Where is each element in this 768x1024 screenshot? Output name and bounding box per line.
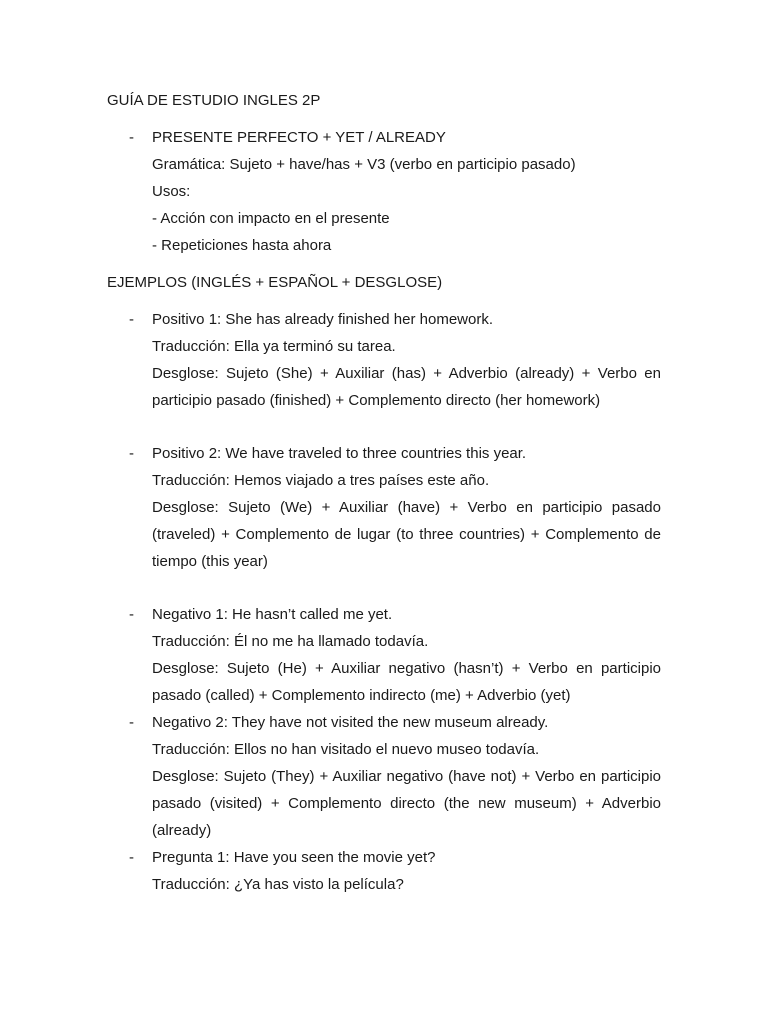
bullet-dash: -: [129, 849, 134, 866]
example-item: [107, 709, 661, 844]
uses-label: Usos:: [152, 183, 191, 200]
intro-heading: PRESENTE PERFECTO + YET / ALREADY: [152, 129, 446, 146]
examples-heading: EJEMPLOS (INGLÉS + ESPAÑOL + DESGLOSE): [107, 274, 443, 291]
example-breakdown: Desglose: Sujeto (He) + Auxiliar negativo (hasn’t) + Verbo en participio pasado (called) + Complemento indirecto (me) + Adverbio (yet): [152, 660, 661, 704]
document-title: GUÍA DE ESTUDIO INGLES 2P: [107, 92, 321, 109]
bullet-dash: -: [129, 445, 134, 462]
grammar-line: Gramática: Sujeto + have/has + V3 (verbo en participio pasado): [152, 156, 576, 173]
bullet-dash: -: [129, 714, 134, 731]
example-breakdown: Desglose: Sujeto (They) + Auxiliar negativo (have not) + Verbo en participio pasado (visited) + Complemento directo (the new museum) + Adverbio (already): [152, 768, 661, 839]
bullet-dash: -: [129, 129, 134, 146]
example-item: [107, 601, 661, 709]
example-translation: Traducción: Él no me ha llamado todavía.: [152, 633, 429, 650]
example-sentence: Negativo 2: They have not visited the new museum already.: [152, 714, 549, 731]
example-item: [107, 440, 661, 575]
example-sentence: Negativo 1: He hasn’t called me yet.: [152, 606, 393, 623]
use-item: - Repeticiones hasta ahora: [152, 237, 332, 254]
example-item: [107, 306, 661, 414]
example-sentence: Positivo 1: She has already finished her homework.: [152, 311, 494, 328]
example-breakdown: Desglose: Sujeto (She) + Auxiliar (has) + Adverbio (already) + Verbo en participio pasado (finished) + Complemento directo (her homework): [152, 365, 661, 409]
example-translation: Traducción: Hemos viajado a tres países este año.: [152, 472, 490, 489]
example-item: [107, 844, 661, 898]
example-translation: Traducción: Ellos no han visitado el nuevo museo todavía.: [152, 741, 540, 758]
use-item: - Acción con impacto en el presente: [152, 210, 390, 227]
intro-block: [107, 124, 661, 259]
example-sentence: Positivo 2: We have traveled to three countries this year.: [152, 445, 527, 462]
example-sentence: Pregunta 1: Have you seen the movie yet?: [152, 849, 436, 866]
example-breakdown: Desglose: Sujeto (We) + Auxiliar (have) + Verbo en participio pasado (traveled) + Complemento de lugar (to three countries) + Complemento de tiempo (this year): [152, 499, 661, 570]
bullet-dash: -: [129, 311, 134, 328]
example-translation: Traducción: Ella ya terminó su tarea.: [152, 338, 396, 355]
example-translation: Traducción: ¿Ya has visto la película?: [152, 876, 404, 893]
bullet-dash: -: [129, 606, 134, 623]
